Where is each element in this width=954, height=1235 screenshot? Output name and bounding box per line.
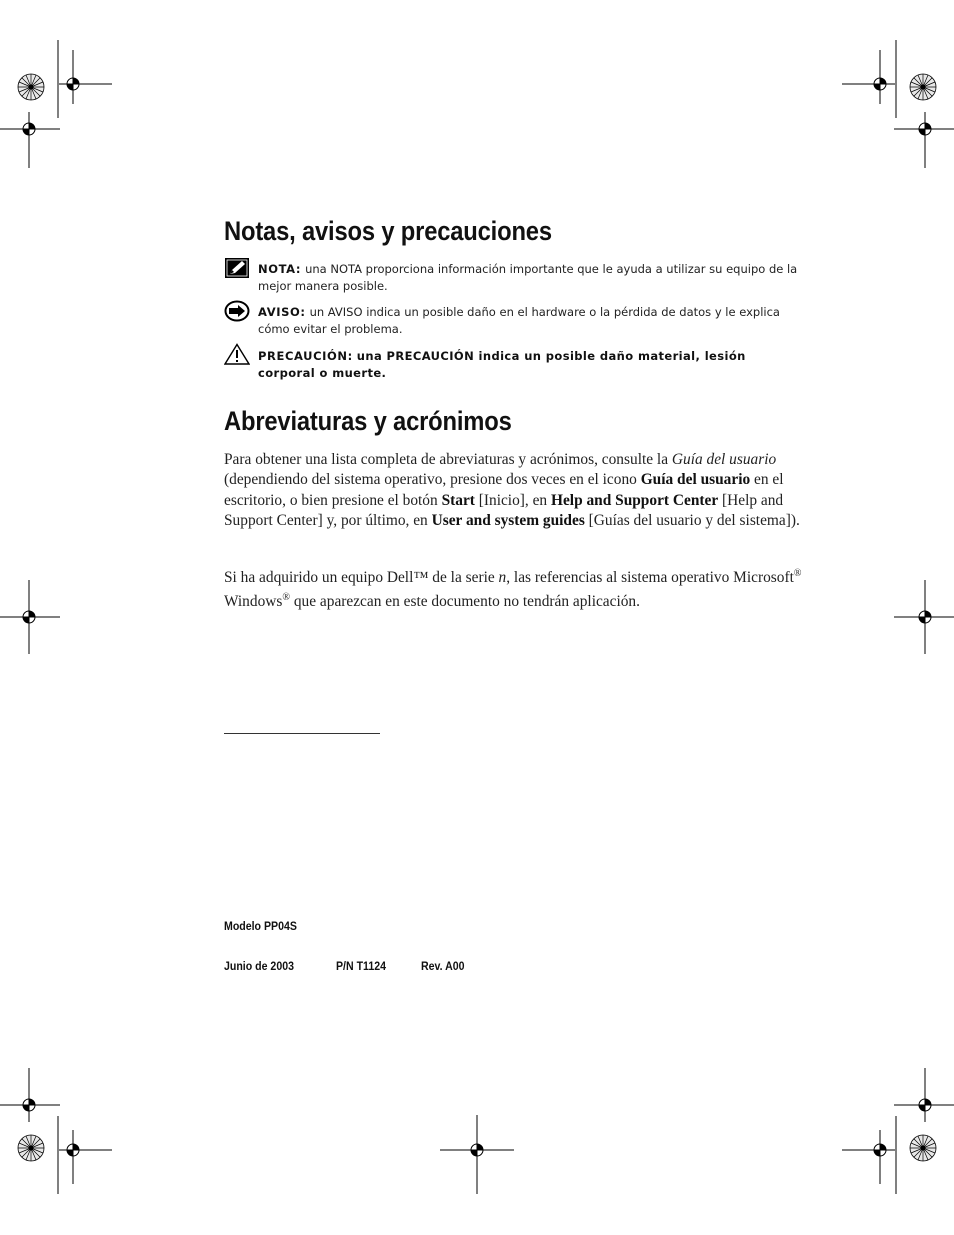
abbrev-section-title: Abreviaturas y acrónimos bbox=[224, 406, 512, 436]
abbrev-paragraph: Para obtener una lista completa de abreviaturas y acrónimos, consulte la Guía del usuario (dependiendo del sistema operativo, presione dos veces en el icono Guía del usuario en el escritorio, o bien presione el botón Start [Inicio], en Help and Support Center [Help and Support Center] y, por último, en User and system guides [Guías del usuario y del sistema]). bbox=[224, 451, 800, 529]
nota-text: una NOTA proporciona información importante que le ayuda a utilizar su equipo de la mejor manera posible. bbox=[258, 262, 798, 293]
nota-label: NOTA: bbox=[258, 262, 302, 276]
user-guide-icon-label: Guía del usuario bbox=[640, 471, 751, 489]
note-pencil-icon bbox=[224, 257, 250, 279]
user-guide-title: Guía del usuario bbox=[671, 451, 777, 468]
user-guides-label: User and system guides bbox=[431, 511, 585, 529]
precaucion-text: una PRECAUCIÓN indica un posible daño material, lesión corporal o muerte. bbox=[258, 349, 746, 380]
footnote-divider bbox=[224, 733, 380, 734]
aviso-label: AVISO: bbox=[258, 305, 306, 319]
model-number: Modelo PP04S bbox=[224, 921, 297, 933]
note-precaucion bbox=[258, 348, 798, 382]
revision: Rev. A00 bbox=[421, 961, 465, 973]
precaucion-label: PRECAUCIÓN: bbox=[258, 349, 353, 363]
caution-triangle-icon bbox=[224, 343, 250, 365]
note-nota bbox=[258, 261, 798, 295]
notes-section-title: Notas, avisos y precauciones bbox=[224, 216, 552, 246]
windows-paragraph: Si ha adquirido un equipo Dell™ de la serie n, las referencias al sistema operativo Microsoft® Windows® que aparezcan en este documento no tendrán aplicación. bbox=[224, 568, 802, 611]
notice-hand-icon bbox=[224, 300, 250, 322]
start-button-label: Start bbox=[441, 491, 475, 509]
part-number: P/N T1124 bbox=[336, 961, 386, 973]
aviso-text: un AVISO indica un posible daño en el hardware o la pérdida de datos y le explica cómo evitar el problema. bbox=[258, 305, 780, 336]
help-center-label: Help and Support Center bbox=[550, 491, 719, 509]
publication-date: Junio de 2003 bbox=[224, 961, 294, 973]
note-aviso bbox=[258, 304, 798, 338]
